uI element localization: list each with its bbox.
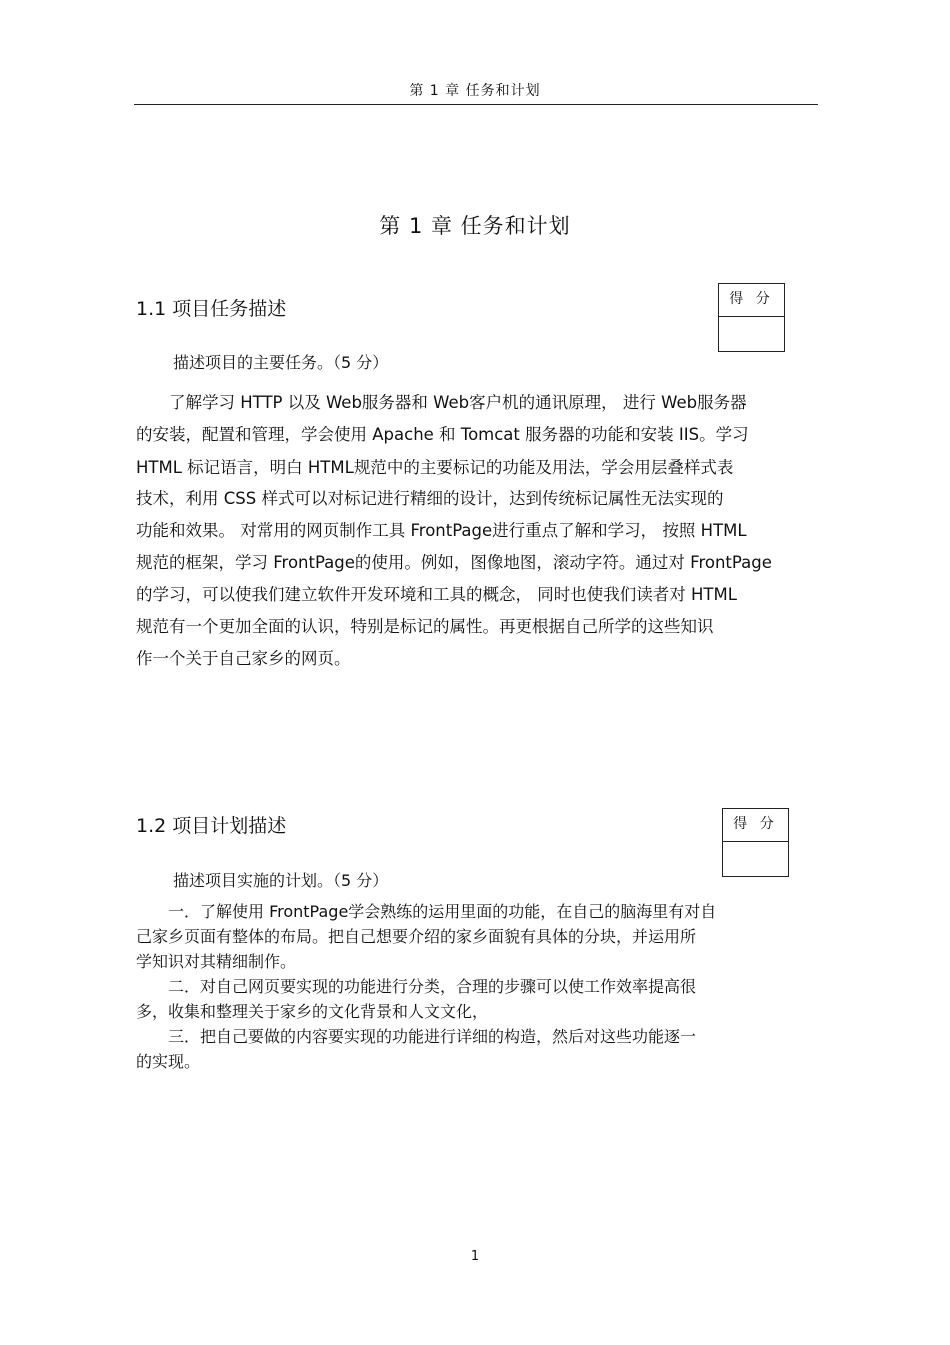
section-prompt-1-1: 描述项目的主要任务。（5 分）: [173, 353, 389, 372]
score-box-1-2: [722, 808, 789, 877]
header-rule: [134, 104, 818, 105]
plan-line: 多，收集和整理关于家乡的文化背景和人文文化，: [136, 1002, 489, 1021]
paragraph-line: 的学习，可以使我们建立软件开发环境和工具的概念， 同时也使我们读者对 HTML: [136, 585, 737, 604]
score-cell: [723, 842, 788, 876]
chapter-title: 第 1 章 任务和计划: [379, 214, 571, 238]
plan-line: 学知识对其精细制作。: [136, 952, 297, 971]
page-number: 1: [470, 1249, 480, 1264]
paragraph-line: 技术，利用 CSS 样式可以对标记进行精细的设计，达到传统标记属性无法实现的: [136, 489, 724, 508]
section-title-1-1: 1.1 项目任务描述: [136, 298, 287, 320]
paragraph-line: 的安装，配置和管理，学会使用 Apache 和 Tomcat 服务器的功能和安装 IIS。学习: [136, 425, 749, 444]
plan-line: 二．对自己网页要实现的功能进行分类，合理的步骤可以使工作效率提高很: [136, 977, 697, 996]
paragraph-line: 规范的框架，学习 FrontPage的使用。例如，图像地图，滚动字符。通过对 FrontPage: [136, 553, 772, 572]
score-label: 得 分: [723, 809, 788, 842]
score-cell: [719, 317, 784, 351]
score-label: 得 分: [719, 284, 784, 317]
section-title-1-2: 1.2 项目计划描述: [136, 815, 287, 837]
section-prompt-1-2: 描述项目实施的计划。（5 分）: [173, 871, 389, 890]
plan-line: 一．了解使用 FrontPage学会熟练的运用里面的功能，在自己的脑海里有对自: [136, 902, 717, 921]
paragraph-line: 功能和效果。 对常用的网页制作工具 FrontPage进行重点了解和学习， 按照 HTML: [136, 521, 747, 540]
score-box-1-1: [718, 283, 785, 352]
running-header: 第 1 章 任务和计划: [409, 83, 541, 99]
plan-line: 的实现。: [136, 1052, 201, 1071]
plan-line: 三．把自己要做的内容要实现的功能进行详细的构造，然后对这些功能逐一: [136, 1027, 697, 1046]
paragraph-line: 了解学习 HTTP 以及 Web服务器和 Web客户机的通讯原理， 进行 Web服务器: [136, 393, 747, 412]
paragraph-line: 作一个关于自己家乡的网页。: [136, 649, 351, 668]
paragraph-line: HTML 标记语言，明白 HTML规范中的主要标记的功能及用法，学会用层叠样式表: [136, 458, 734, 477]
plan-line: 己家乡页面有整体的布局。把自己想要介绍的家乡面貌有具体的分块，并运用所: [136, 927, 697, 946]
paragraph-line: 规范有一个更加全面的认识，特别是标记的属性。再更根据自己所学的这些知识: [136, 617, 714, 636]
